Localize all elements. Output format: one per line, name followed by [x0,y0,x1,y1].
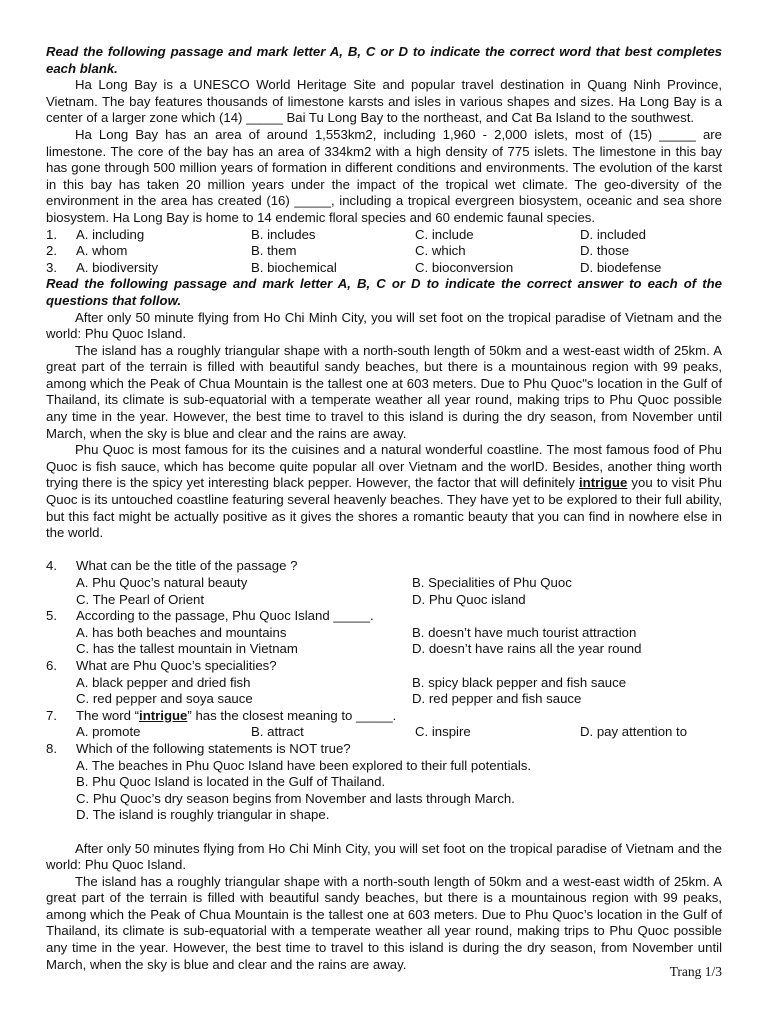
option-b: B. attract [251,724,304,740]
highlighted-word: intrigue [578,475,628,491]
question-number: 2. [46,243,57,259]
question-1 [46,227,722,244]
section2-paragraph-3 [46,442,722,542]
option-c: C. inspire [415,724,471,740]
section1-paragraph-2: Ha Long Bay has an area of around 1,553km2, including 1,960 - 2,000 islets, most of (15) _____ are limestone. The core of the bay has an area of 334km2 with a high density of 775 islets. The limestone in this bay has gone through 500 million years of formation in different conditions and environments. The evolution of the karst in this bay has taken 20 million years under the impact of the tropical wet climate. The geo-diversity of the environment in the area has created (16) _____, including a tropical evergreen biosystem, oceanic and sea shore biosystem. Ha Long Bay is home to 14 endemic floral species and 60 endemic faunal species. [46,126,722,225]
stem-text: The word “ [76,707,140,723]
option-a: A. biodiversity [76,259,159,275]
question-6 [46,658,722,708]
spacer [46,542,722,559]
option-d: D. included [580,226,646,242]
paragraph-text: Phu Quoc is most famous for its the cuisines and a natural wonderful coastline. The most famous food of Phu Quoc is fish sauce, which has become quite popular all over Vietnam and the worlD. Besides, another thing worth trying there is the spicy yet interesting black pepper. However, the factor that will definitely [46,442,722,491]
section3-paragraph-1: After only 50 minutes flying from Ho Chi Minh City, you will set foot on the tropical paradise of Vietnam and the world: Phu Quoc Island. [46,840,722,873]
option-a: A. The beaches in Phu Quoc Island have been explored to their full potentials. [76,757,532,773]
section2-paragraph-1: After only 50 minute flying from Ho Chi Minh City, you will set foot on the tropical paradise of Vietnam and the world: Phu Quoc Island. [46,309,722,342]
option-c: C. include [415,226,474,242]
option-c: C. bioconversion [415,259,514,275]
option-c: C. red pepper and soya sauce [76,691,253,707]
section2-instruction: Read the following passage and mark letter A, B, C or D to indicate the correct answer to each of the questions that follow. [46,276,722,308]
option-b: B. spicy black pepper and fish sauce [412,674,627,690]
question-stem: What are Phu Quoc’s specialities? [76,657,277,673]
question-7 [46,708,722,741]
spacer [46,824,722,841]
question-number: 6. [46,657,57,673]
question-number: 5. [46,608,57,624]
question-3 [46,260,722,277]
section1-questions [46,227,722,277]
option-d: D. pay attention to [580,724,688,740]
document-page [46,44,722,973]
section1-paragraph-1: Ha Long Bay is a UNESCO World Heritage Site and popular travel destination in Quang Ninh Province, Vietnam. The bay features thousands of limestone karsts and isles in various shapes and sizes. Ha Long Bay is a center of a larger zone which (14) _____ Bai Tu Long Bay to the northeast, and Cat Ba Island to the southwest. [46,77,722,126]
option-b: B. them [251,243,297,259]
question-5 [46,608,722,658]
question-8 [46,741,722,824]
option-c: C. has the tallest mountain in Vietnam [76,641,298,657]
option-b: B. doesn’t have much tourist attraction [412,624,637,640]
question-stem: What can be the title of the passage ? [76,558,298,574]
page-number: Trang 1/3 [669,964,722,979]
option-c: C. Phu Quoc’s dry season begins from November and lasts through March. [76,790,515,806]
question-number: 8. [46,740,57,756]
question-2 [46,243,722,260]
question-number: 1. [46,226,57,242]
section1-instruction: Read the following passage and mark letter A, B, C or D to indicate the correct word that best completes each blank. [46,44,722,76]
question-stem: According to the passage, Phu Quoc Island _____. [76,608,374,624]
option-d: D. The island is roughly triangular in shape. [76,807,330,823]
option-a: A. has both beaches and mountains [76,624,287,640]
option-d: D. biodefense [580,259,662,275]
option-c: C. which [415,243,466,259]
question-number: 7. [46,707,57,723]
option-a: A. whom [76,243,128,259]
stem-text: ” has the closest meaning to _____. [187,707,397,723]
question-number: 4. [46,558,57,574]
option-a: A. promote [76,724,141,740]
question-number: 3. [46,259,57,275]
question-4 [46,558,722,608]
option-c: C. The Pearl of Orient [76,591,205,607]
option-b: B. biochemical [251,259,337,275]
section3-paragraph-2: The island has a roughly triangular shape with a north-south length of 50km and a west-east width of 25km. A great part of the terrain is filled with beautiful sandy beaches, but there is a mountainous region with 99 peaks, among which the Peak of Chua Mountain is the tallest one at 603 meters. Due to Phu Quoc’s location in the Gulf of Thailand, its climate is sub-equatorial with a temperate weather all year round, making trips to Phu Quoc possible any time in the year. However, the best time to travel to this island is during the dry season, from November until March, when the sky is blue and clear and the rains are away. [46,873,722,972]
question-stem: Which of the following statements is NOT true? [76,740,351,756]
highlighted-word: intrigue [139,707,188,723]
question-stem [76,708,396,725]
section2-paragraph-2: The island has a roughly triangular shape with a north-south length of 50km and a west-east width of 25km. A great part of the terrain is filled with beautiful sandy beaches, but there is a mountainous region with 99 peaks, among which the Peak of Chua Mountain is the tallest one at 603 meters. Due to Phu Quoc"s location in the Gulf of Thailand, its climate is sub-equatorial with a temperate weather all year round, making trips to Phu Quoc possible any time in the year. However, the best time to travel to this island is during the dry season, from November until March, when the sky is blue and clear and the rains are away. [46,342,722,441]
option-d: D. those [580,243,630,259]
paragraph-text: you to visit Phu Quoc is its untouched coastline featuring several heavenly beaches. They have yet to be explored to their full ability, but this fact might be actually positive as it gives the shores a romantic beauty that you can find in nowhere else in the world. [46,475,723,541]
option-b: B. Specialities of Phu Quoc [412,575,572,590]
option-a: A. including [76,226,145,242]
option-d: D. doesn’t have rains all the year round [412,641,642,657]
option-b: B. includes [251,226,316,242]
option-d: D. Phu Quoc island [412,591,526,607]
option-a: A. Phu Quoc’s natural beauty [76,575,248,590]
option-a: A. black pepper and dried fish [76,674,251,690]
option-b: B. Phu Quoc Island is located in the Gulf of Thailand. [76,774,386,790]
option-d: D. red pepper and fish sauce [412,691,582,707]
